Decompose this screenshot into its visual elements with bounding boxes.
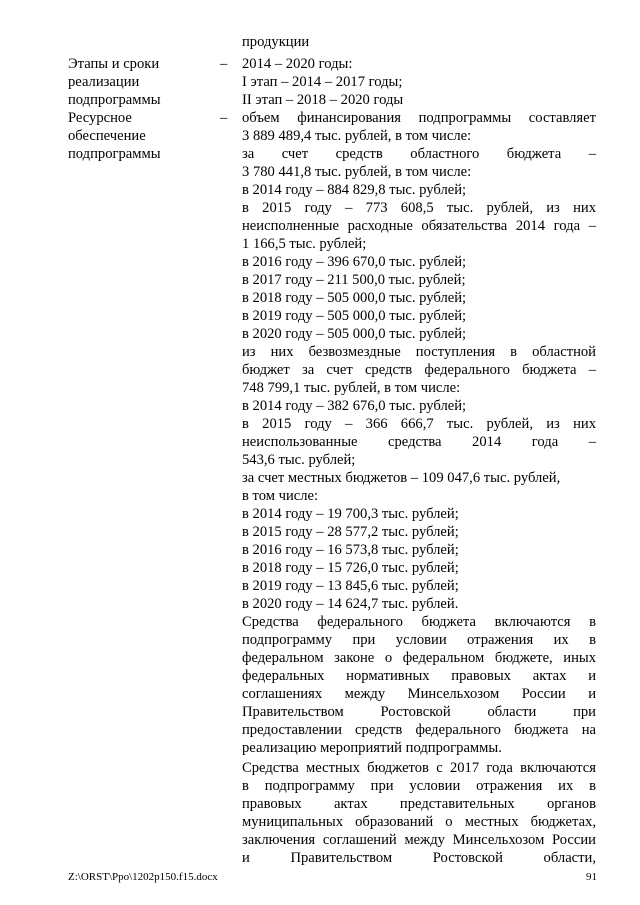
label-resources-line-1: Ресурсное (68, 110, 132, 126)
resources-line-16: 748 799,1 тыс. рублей, в том числе: (242, 380, 461, 396)
federal-paragraph-line-5: соглашениях между Минсельхозом России и (242, 686, 596, 702)
resources-line-27: в 2019 году – 13 845,6 тыс. рублей; (242, 578, 459, 594)
resources-line-28: в 2020 году – 14 624,7 тыс. рублей. (242, 596, 459, 612)
resources-line-4: 3 780 441,8 тыс. рублей, в том числе: (242, 164, 472, 180)
resources-line-24: в 2015 году – 28 577,2 тыс. рублей; (242, 524, 459, 540)
resources-line-17: в 2014 году – 382 676,0 тыс. рублей; (242, 398, 467, 414)
federal-paragraph-line-3: федеральном законе о федеральном бюджете, иных (242, 650, 596, 666)
resources-line-21: за счет местных бюджетов – 109 047,6 тыс. рублей, (242, 470, 561, 486)
resources-line-12: в 2019 году – 505 000,0 тыс. рублей; (242, 308, 467, 324)
federal-paragraph-line-2: подпрограмму при условии отражения их в (242, 632, 596, 648)
resources-line-7: неисполненные расходные обязательства 2014 года – (242, 218, 596, 234)
resources-line-26: в 2018 году – 15 726,0 тыс. рублей; (242, 560, 459, 576)
federal-paragraph-line-7: предоставлении средств федерального бюджета на (242, 722, 596, 738)
dash-resources: – (220, 110, 228, 126)
resources-line-19: неиспользованные средства 2014 года – (242, 434, 596, 450)
resources-line-3: за счет средств областного бюджета – (242, 146, 596, 162)
resources-line-11: в 2018 году – 505 000,0 тыс. рублей; (242, 290, 467, 306)
resources-line-1: объем финансирования подпрограммы составляет (242, 110, 596, 126)
stages-line-1: 2014 – 2020 годы: (242, 56, 353, 72)
resources-line-5: в 2014 году – 884 829,8 тыс. рублей; (242, 182, 467, 198)
label-resources-line-3: подпрограммы (68, 146, 161, 162)
local-paragraph-line-6: и Правительством Ростовской области, (242, 850, 596, 866)
label-stages-line-1: Этапы и сроки (68, 56, 160, 72)
local-paragraph-line-4: муниципальных образований о местных бюджетах, (242, 814, 596, 830)
label-stages-line-3: подпрограммы (68, 92, 161, 108)
local-paragraph-line-2: в подпрограмму при условии отражения их в (242, 778, 596, 794)
local-paragraph-line-3: правовых актах представительных органов (242, 796, 596, 812)
dash-stages: – (220, 56, 228, 72)
federal-paragraph-line-1: Средства федерального бюджета включаются в (242, 614, 596, 630)
resources-line-20: 543,6 тыс. рублей; (242, 452, 356, 468)
local-paragraph-line-5: заключения соглашений между Минсельхозом России (242, 832, 596, 848)
resources-line-9: в 2016 году – 396 670,0 тыс. рублей; (242, 254, 467, 270)
resources-line-18: в 2015 году – 366 666,7 тыс. рублей, из них (242, 416, 596, 432)
resources-line-13: в 2020 году – 505 000,0 тыс. рублей; (242, 326, 467, 342)
resources-line-25: в 2016 году – 16 573,8 тыс. рублей; (242, 542, 459, 558)
resources-line-8: 1 166,5 тыс. рублей; (242, 236, 367, 252)
resources-line-15: бюджет за счет средств федерального бюджета – (242, 362, 596, 378)
body-line-top: продукции (242, 34, 310, 50)
federal-paragraph-line-6: Правительством Ростовской области при (242, 704, 596, 720)
resources-line-10: в 2017 году – 211 500,0 тыс. рублей; (242, 272, 466, 288)
federal-paragraph-line-4: федеральных нормативных правовых актах и (242, 668, 596, 684)
label-resources-line-2: обеспечение (68, 128, 146, 144)
local-paragraph-line-1: Средства местных бюджетов с 2017 года включаются (242, 760, 596, 776)
resources-line-23: в 2014 году – 19 700,3 тыс. рублей; (242, 506, 459, 522)
stages-line-2: I этап – 2014 – 2017 годы; (242, 74, 403, 90)
resources-line-22: в том числе: (242, 488, 319, 504)
stages-line-3: II этап – 2018 – 2020 годы (242, 92, 404, 108)
footer-file-path: Z:\ORST\Ppo\1202p150.f15.docx (68, 871, 218, 883)
footer-page-number: 91 (586, 871, 597, 883)
resources-line-6: в 2015 году – 773 608,5 тыс. рублей, из них (242, 200, 596, 216)
resources-line-14: из них безвозмездные поступления в областной (242, 344, 596, 360)
label-stages-line-2: реализации (68, 74, 140, 90)
resources-line-2: 3 889 489,4 тыс. рублей, в том числе: (242, 128, 472, 144)
federal-paragraph-line-8: реализацию мероприятий подпрограммы. (242, 740, 502, 756)
